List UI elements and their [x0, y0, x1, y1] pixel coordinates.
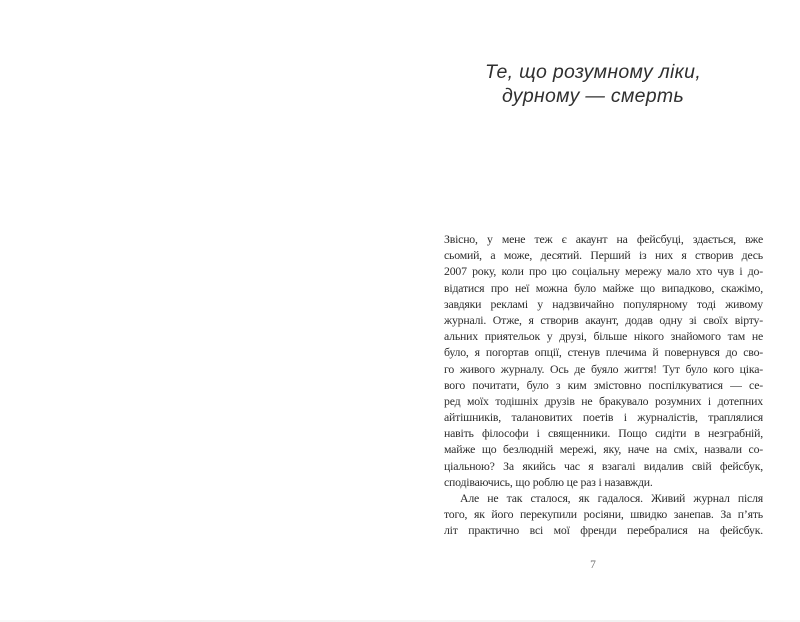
text-line: айтішників, талановитих поетів і журналістів, траплялися — [444, 410, 763, 425]
text-line: майже що безлюдній мережі, яку, наче на сміх, назвали со- — [444, 442, 763, 457]
text-line: того, як його перекупили росіяни, швидко занепав. За п’ять — [444, 507, 763, 522]
text-line: літ практично всі мої френди перебралися на фейсбук. — [444, 523, 763, 538]
right-page — [400, 0, 800, 622]
text-line: завдяки рекламі у надзвичайно популярному тоді живому — [444, 296, 763, 311]
text-line: ціальною? За якийсь час я взагалі видалив свій фейсбук, — [444, 458, 763, 473]
chapter-title — [428, 60, 758, 108]
body-text — [444, 231, 763, 539]
text-line: Але не так сталося, як гадалося. Живий журнал після — [460, 491, 763, 505]
chapter-title-line: Те, що розумному ліки, — [484, 61, 702, 83]
text-line: журналі. Отже, я створив акаунт, додав одну зі своїх вірту- — [444, 312, 763, 327]
text-line: вого почитати, було з ким змістовно поспілкуватися — се- — [444, 377, 763, 392]
text-line: навіть філософи і священники. Пощо сидіти в незграбній, — [444, 426, 763, 441]
text-line: було, я погортав опції, стенув плечима й повернувся до сво- — [444, 345, 763, 360]
text-line: сьомий, а може, десятий. Перший із них я створив десь — [444, 248, 763, 263]
chapter-title-line: дурному — смерть — [501, 85, 685, 107]
text-line: альних приятельок у друзі, більше нікого знайомого там не — [444, 329, 763, 344]
text-line: ред моїх тодішніх друзів не бракувало розумних і дотепних — [444, 393, 763, 408]
text-line: 2007 року, коли про цю соціальну мережу мало хто чув і до- — [444, 264, 763, 279]
text-line: Звісно, у мене теж є акаунт на фейсбуці, здається, вже — [444, 232, 763, 246]
text-line: сподіваючись, що роблю це раз і назавжди. — [444, 474, 653, 489]
page-number: 7 — [590, 559, 596, 571]
text-line: го живого журналу. Ось де буяло життя! Тут було кого ціка- — [444, 361, 763, 376]
text-line: відатися про неї можна було майже що випадково, скажімо, — [444, 280, 763, 295]
